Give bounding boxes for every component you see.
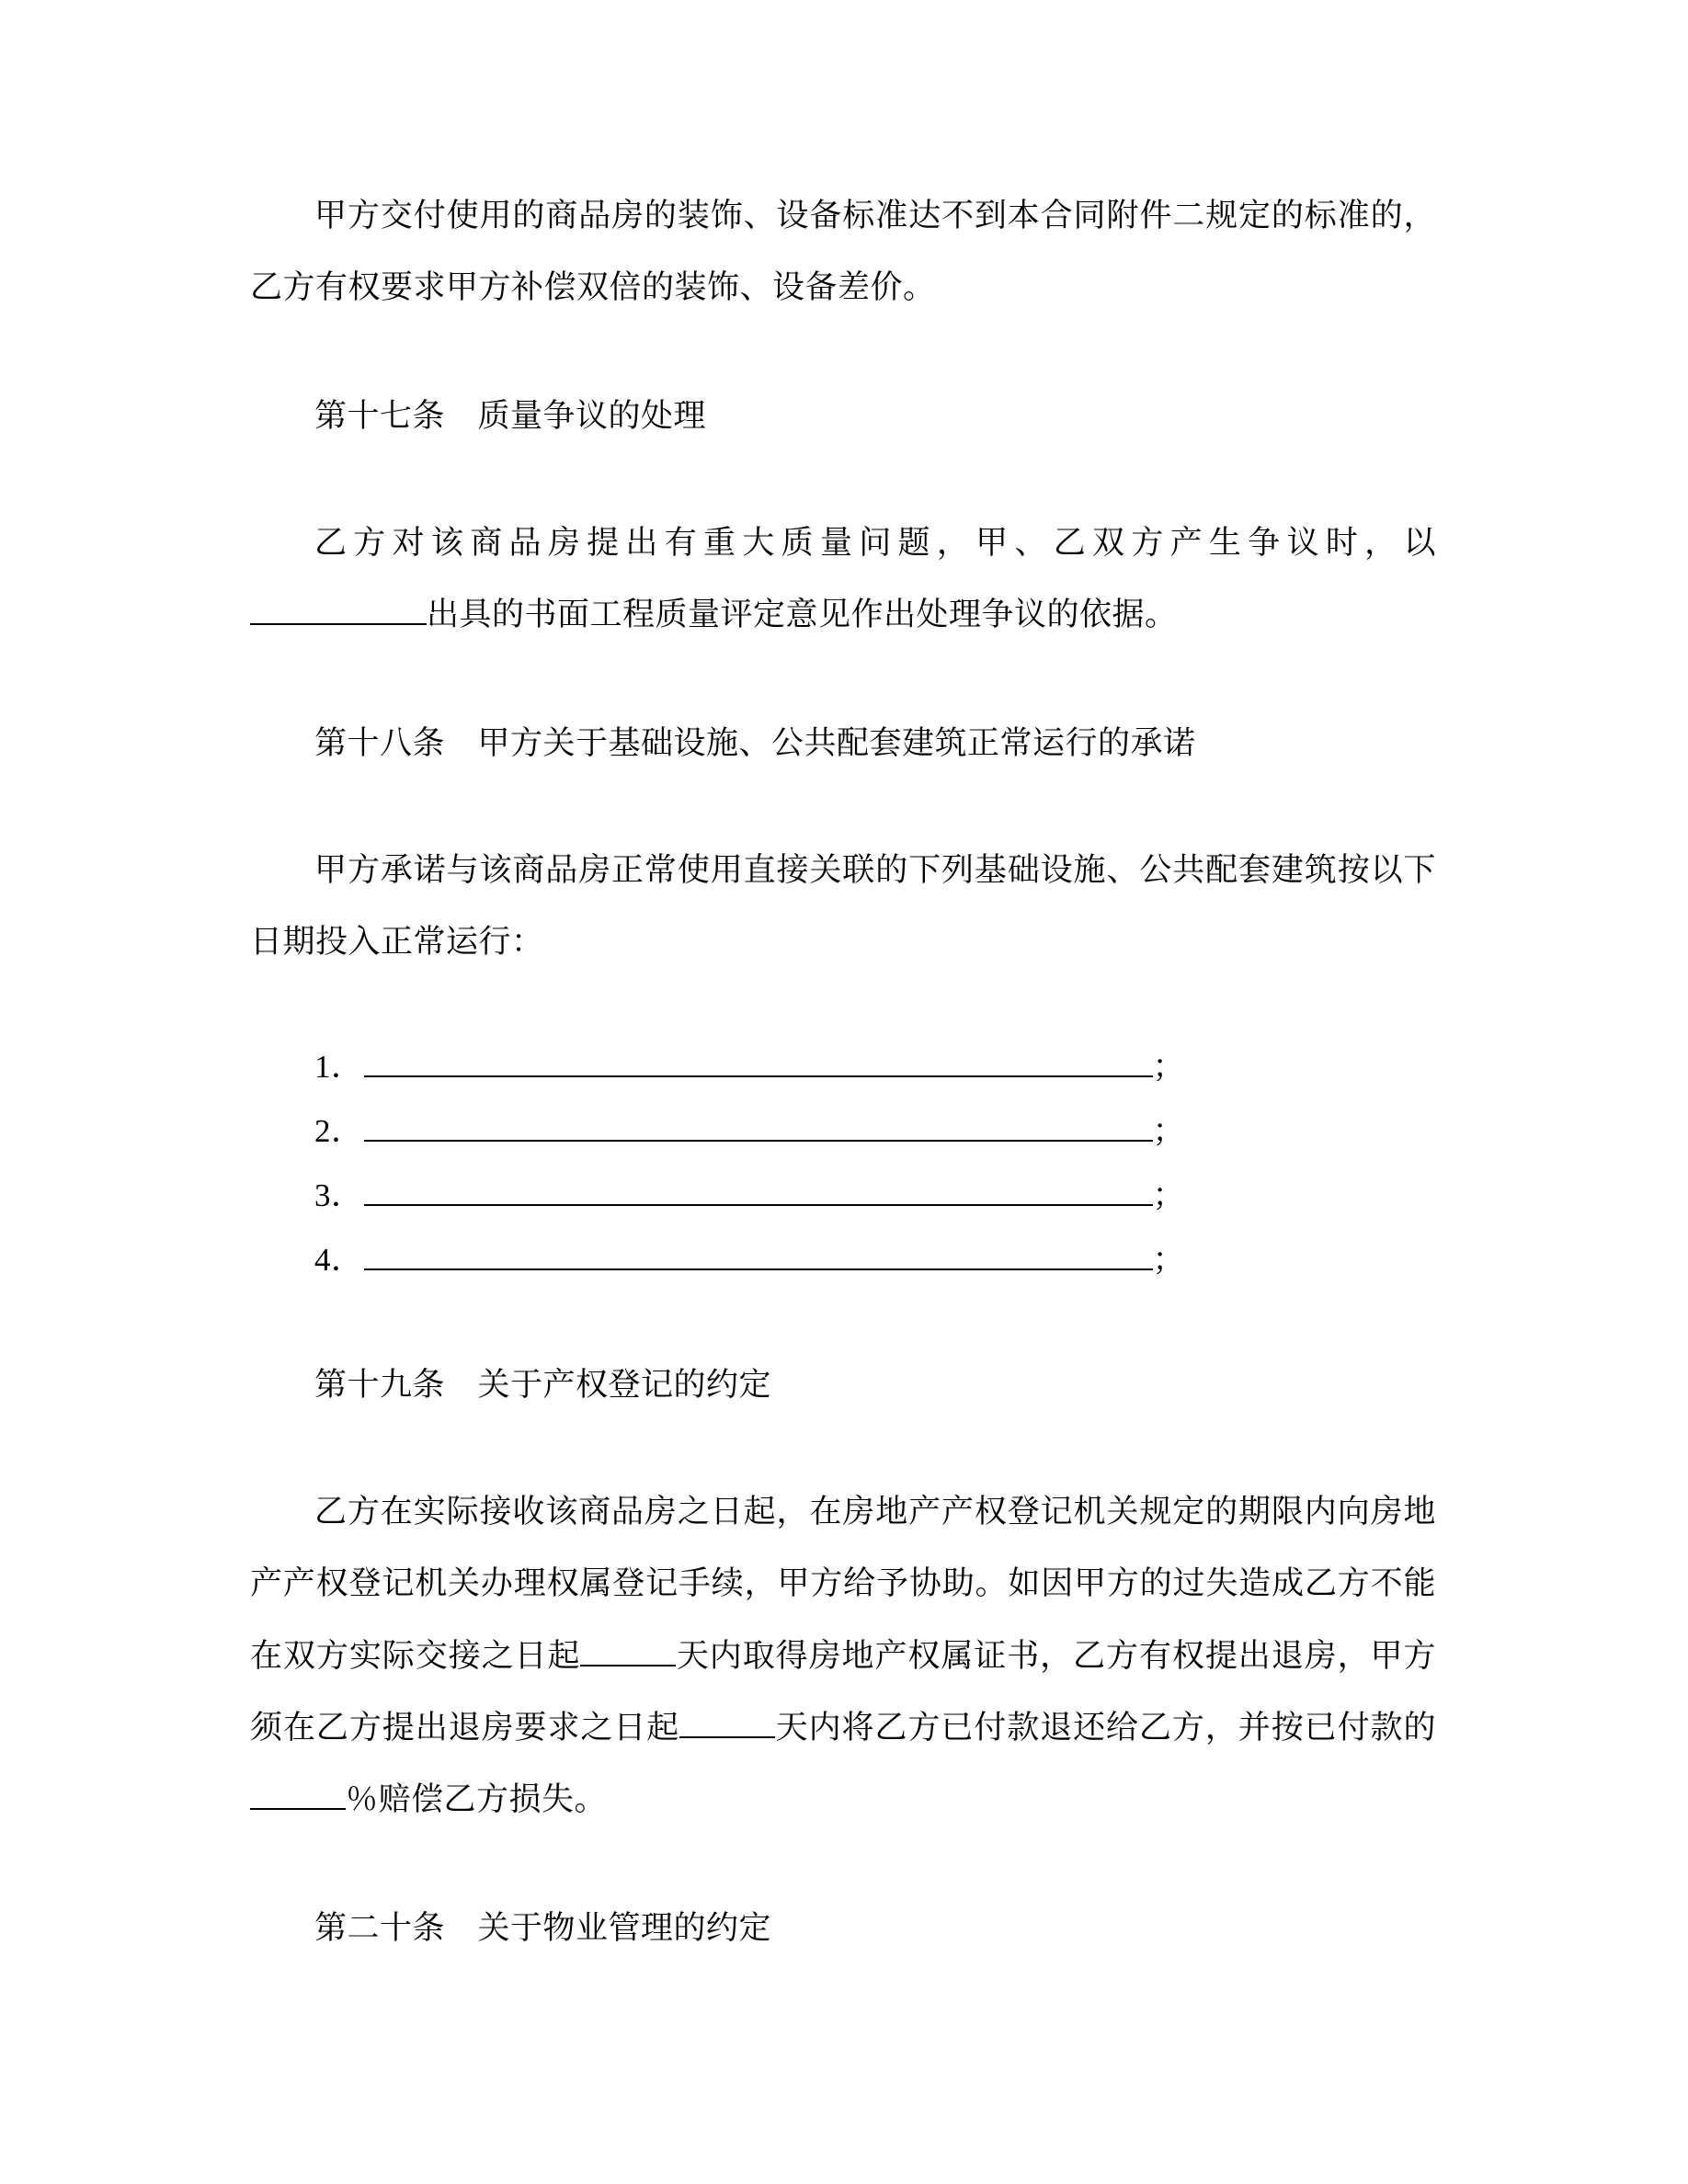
fill-in-blank-facility-4 bbox=[364, 1238, 1153, 1270]
fill-in-blank-facility-3 bbox=[364, 1174, 1153, 1206]
article-17-text-after-blank: 出具的书面工程质量评定意见作出处理争议的依据。 bbox=[427, 597, 1178, 633]
fill-in-blank-appraisal-org bbox=[250, 593, 427, 625]
facilities-list-item-3 bbox=[250, 1164, 1436, 1228]
para-ownership-registration bbox=[250, 1476, 1436, 1835]
list-item-2-suffix: ； bbox=[1152, 1113, 1186, 1150]
fill-in-blank-facility-1 bbox=[364, 1045, 1153, 1077]
list-item-1-number: 1． bbox=[314, 1049, 364, 1086]
heading-article-19: 第十九条 关于产权登记的约定 bbox=[314, 1367, 772, 1404]
article-19-text-part-4: ％赔偿乙方损失。 bbox=[346, 1780, 608, 1817]
article-19-text-part-3: 天内将乙方已付款退还给乙方，并按已付款的 bbox=[775, 1709, 1436, 1746]
article-17-text-before-blank: 乙方对该商品房提出有重大质量问题，甲、乙双方产生争议时，以 bbox=[314, 525, 1436, 562]
heading-article-20: 第二十条 关于物业管理的约定 bbox=[314, 1909, 772, 1946]
fill-in-blank-days-refund bbox=[679, 1706, 775, 1738]
heading-article-17: 第十七条 质量争议的处理 bbox=[314, 398, 707, 435]
facilities-list-item-4 bbox=[250, 1228, 1436, 1292]
fill-in-blank-days-certificate bbox=[580, 1634, 676, 1666]
list-item-4-number: 4． bbox=[314, 1242, 364, 1279]
fill-in-blank-percent-compensation bbox=[250, 1778, 346, 1810]
para-quality-dispute bbox=[250, 507, 1436, 651]
para-infrastructure-promise: 甲方承诺与该商品房正常使用直接关联的下列基础设施、公共配套建筑按以下日期投入正常运行： bbox=[250, 852, 1436, 961]
heading-article-18: 第十八条 甲方关于基础设施、公共配套建筑正常运行的承诺 bbox=[314, 725, 1196, 762]
list-item-2-number: 2． bbox=[314, 1113, 364, 1150]
facilities-list-item-1 bbox=[250, 1035, 1436, 1099]
list-item-1-suffix: ； bbox=[1152, 1049, 1186, 1086]
list-item-4-suffix: ； bbox=[1152, 1242, 1186, 1279]
article-19-text-part-2: 天内取得房地产权属证书，乙方有权提出退房，甲方须在乙方提出退房要求之日起 bbox=[250, 1637, 1436, 1746]
article-19-text-part-1: 乙方在实际接收该商品房之日起，在房地产产权登记机关规定的期限内向房地产产权登记机关办理权属登记手续，甲方给予协助。如因甲方的过失造成乙方不能在双方实际交接之日起 bbox=[250, 1494, 1436, 1674]
list-item-3-number: 3． bbox=[314, 1177, 364, 1214]
fill-in-blank-facility-2 bbox=[364, 1109, 1153, 1142]
facilities-list-item-2 bbox=[250, 1099, 1436, 1164]
facilities-list bbox=[250, 1035, 1436, 1292]
para-decoration-compensation: 甲方交付使用的商品房的装饰、设备标准达不到本合同附件二规定的标准的，乙方有权要求甲方补偿双倍的装饰、设备差价。 bbox=[250, 198, 1436, 306]
list-item-3-suffix: ； bbox=[1152, 1177, 1186, 1214]
